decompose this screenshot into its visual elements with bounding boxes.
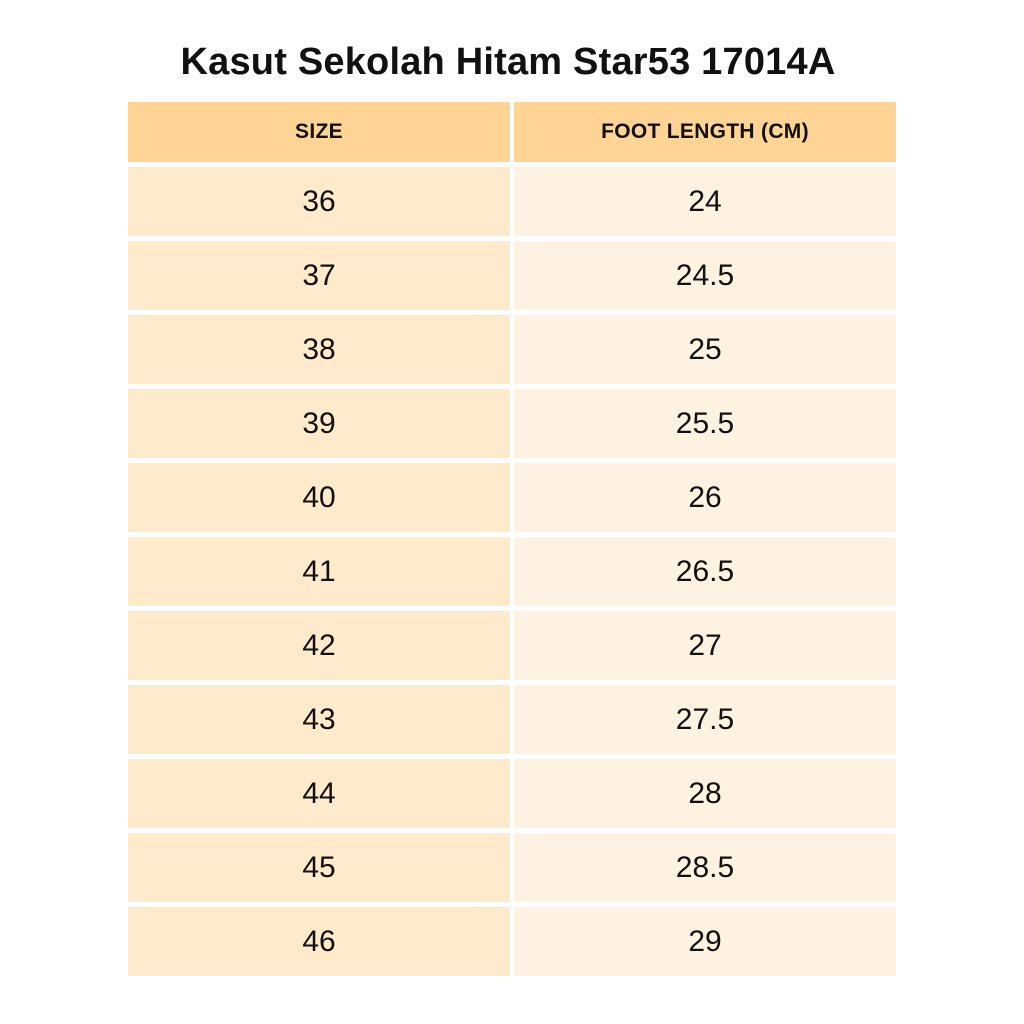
foot-length-cell: 29 xyxy=(514,907,896,976)
size-chart-table xyxy=(128,102,896,976)
size-cell: 39 xyxy=(128,389,510,458)
foot-length-cell: 26.5 xyxy=(514,537,896,606)
size-cell: 43 xyxy=(128,685,510,754)
foot-length-cell: 27 xyxy=(514,611,896,680)
foot-length-cell: 24.5 xyxy=(514,241,896,310)
foot-length-cell: 28.5 xyxy=(514,833,896,902)
header-size: SIZE xyxy=(128,102,510,162)
size-cell: 44 xyxy=(128,759,510,828)
page-title: Kasut Sekolah Hitam Star53 17014A xyxy=(180,41,836,83)
size-cell: 40 xyxy=(128,463,510,532)
size-cell: 42 xyxy=(128,611,510,680)
foot-length-cell: 25 xyxy=(514,315,896,384)
size-cell: 45 xyxy=(128,833,510,902)
foot-length-cell: 25.5 xyxy=(514,389,896,458)
size-cell: 46 xyxy=(128,907,510,976)
foot-length-cell: 28 xyxy=(514,759,896,828)
size-cell: 38 xyxy=(128,315,510,384)
size-cell: 41 xyxy=(128,537,510,606)
foot-length-cell: 26 xyxy=(514,463,896,532)
foot-length-cell: 27.5 xyxy=(514,685,896,754)
foot-length-cell: 24 xyxy=(514,167,896,236)
size-cell: 36 xyxy=(128,167,510,236)
size-cell: 37 xyxy=(128,241,510,310)
header-foot-length: FOOT LENGTH (CM) xyxy=(514,102,896,162)
